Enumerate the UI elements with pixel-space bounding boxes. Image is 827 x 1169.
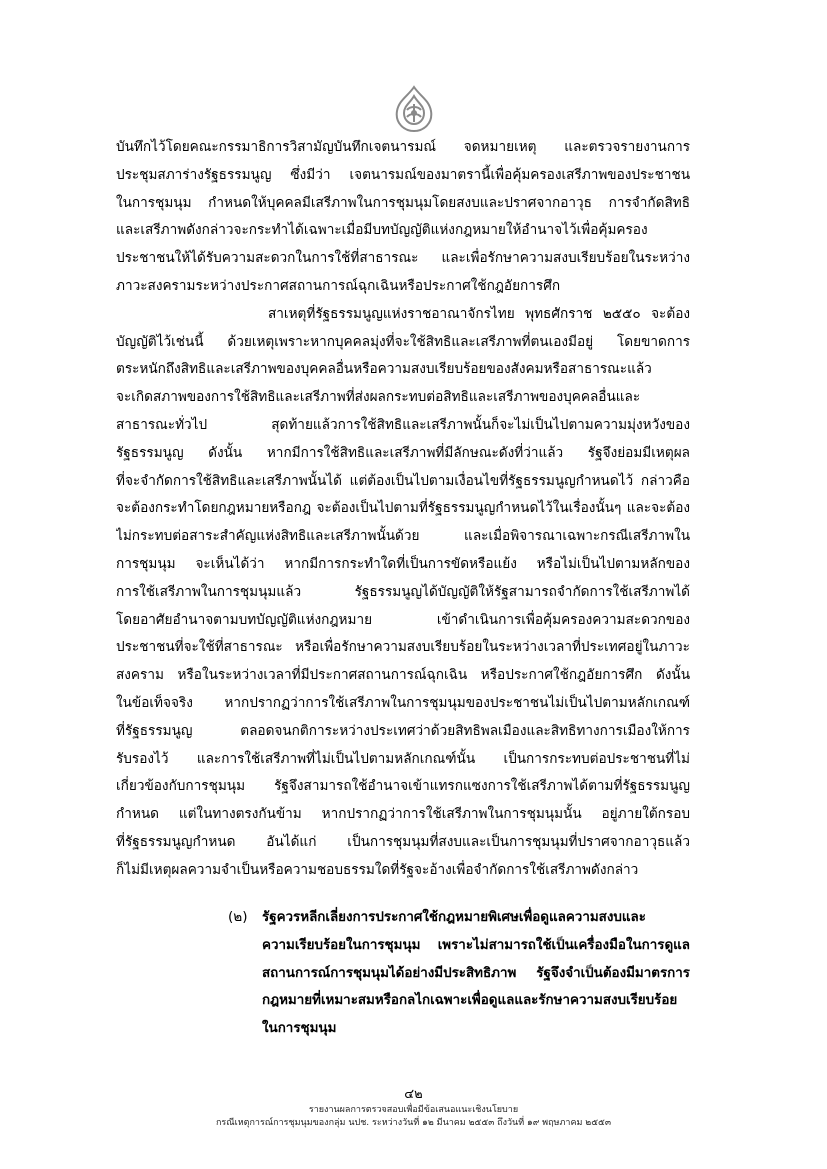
paragraph-1 bbox=[116, 134, 690, 301]
text-line: ตระหนักถึงสิทธิและเสรีภาพของบุคคลอื่นหรือความสงบเรียบร้อยของสังคมหรือสาธารณะแล้ว bbox=[116, 361, 652, 378]
paragraph-2 bbox=[116, 301, 690, 885]
text-line: รัฐธรรมนูญ ดังนั้น หากมีการใช้สิทธิและเสรีภาพที่มีลักษณะดังที่ว่าแล้ว รัฐจึงย่อมมีเหตุผล bbox=[116, 444, 690, 461]
text-line: จะต้องกระทำโดยกฎหมายหรือกฎ จะต้องเป็นไปตามที่รัฐธรรมนูญกำหนดไว้ในเรื่องนั้นๆ และจะต้อง bbox=[116, 500, 690, 517]
text-line: สาธารณะทั่วไป สุดท้ายแล้วการใช้สิทธิและเสรีภาพนั้นก็จะไม่เป็นไปตามความมุ่งหวังของ bbox=[116, 416, 690, 433]
text-line: ไม่กระทบต่อสาระสำคัญแห่งสิทธิและเสรีภาพนั้นด้วย และเมื่อพิจารณาเฉพาะกรณีเสรีภาพใน bbox=[116, 528, 690, 545]
text-line: ประชุมสภาร่างรัฐธรรมนูญ ซึ่งมีว่า เจตนารมณ์ของมาตรานี้เพื่อคุ้มครองเสรีภาพของประชาชน bbox=[116, 166, 690, 183]
text-line: เกี่ยวข้องกับการชุมนุม รัฐจึงสามารถใช้อำนาจเข้าแทรกแซงการใช้เสรีภาพได้ตามที่รัฐธรรมนูญ bbox=[116, 778, 690, 795]
text-line: ในการชุมนุม กำหนดให้บุคคลมีเสรีภาพในการชุมนุมโดยสงบและปราศจากอาวุธ การจำกัดสิทธิ bbox=[116, 194, 690, 211]
text-line: ในข้อเท็จจริง หากปรากฏว่าการใช้เสรีภาพในการชุมนุมของประชาชนไม่เป็นไปตามหลักเกณฑ์ bbox=[116, 694, 690, 711]
text-line: บัญญัติไว้เช่นนี้ ด้วยเหตุเพราะหากบุคคลมุ่งที่จะใช้สิทธิและเสรีภาพที่ตนเองมีอยู่ โดยขาดการ bbox=[116, 333, 690, 350]
text-line: สาเหตุที่รัฐธรรมนูญแห่งราชอาณาจักรไทย พุทธศักราช ๒๕๕๐ จะต้อง bbox=[268, 305, 690, 322]
text-line: ความเรียบร้อยในการชุมนุม เพราะไม่สามารถใช้เป็นเครื่องมือในการดูแล bbox=[262, 937, 690, 953]
text-line: ที่รัฐธรรมนูญ ตลอดจนกติการะหว่างประเทศว่าด้วยสิทธิพลเมืองและสิทธิทางการเมืองให้การ bbox=[116, 722, 690, 739]
report-subtitle: กรณีเหตุการณ์การชุมนุมของกลุ่ม นปช. ระหว่างวันที่ ๑๒ มีนาคม ๒๕๕๓ ถึงวันที่ ๑๙ พฤษภาคม ๒๕๕๓ bbox=[215, 1118, 611, 1128]
text-line: จะเกิดสภาพของการใช้สิทธิและเสรีภาพที่ส่งผลกระทบต่อสิทธิและเสรีภาพของบุคคลอื่นและ bbox=[116, 389, 641, 406]
page-footer bbox=[0, 1086, 827, 1130]
text-line: รับรองไว้ และการใช้เสรีภาพที่ไม่เป็นไปตามหลักเกณฑ์นั้น เป็นการกระทบต่อประชาชนที่ไม่ bbox=[116, 750, 690, 767]
ornamental-seal-icon bbox=[389, 84, 439, 134]
text-line: ในการชุมนุม bbox=[262, 1021, 337, 1037]
body-text bbox=[116, 134, 690, 885]
text-line: กฎหมายที่เหมาะสมหรือกลไกเฉพาะเพื่อดูแลและรักษาความสงบเรียบร้อย bbox=[262, 993, 678, 1009]
text-line: บันทึกไว้โดยคณะกรรมาธิการวิสามัญบันทึกเจตนารมณ์ จดหมายเหตุ และตรวจรายงานการ bbox=[116, 139, 690, 155]
text-line: ก็ไม่มีเหตุผลความจำเป็นหรือความชอบธรรมใดที่รัฐจะอ้างเพื่อจำกัดการใช้เสรีภาพดังกล่าว bbox=[116, 861, 639, 878]
text-line: ที่จะจำกัดการใช้สิทธิและเสรีภาพนั้นได้ แต่ต้องเป็นไปตามเงื่อนไขที่รัฐธรรมนูญกำหนดไว้ กล่าวคือ bbox=[116, 472, 690, 489]
text-line: ที่รัฐธรรมนูญกำหนด อันได้แก่ เป็นการชุมนุมที่สงบและเป็นการชุมนุมที่ปราศจากอาวุธแล้ว bbox=[116, 833, 690, 850]
report-title: รายงานผลการตรวจสอบเพื่อมีข้อเสนอแนะเชิงนโยบาย bbox=[308, 1105, 519, 1115]
text-line: การชุมนุม จะเห็นได้ว่า หากมีการกระทำใดที่เป็นการขัดหรือแย้ง หรือไม่เป็นไปตามหลักของ bbox=[116, 555, 690, 572]
item-body bbox=[262, 904, 690, 1043]
item-number: (๒) bbox=[228, 909, 248, 925]
text-line: ภาวะสงครามระหว่างประกาศสถานการณ์ฉุกเฉินหรือประกาศใช้กฎอัยการศึก bbox=[116, 277, 561, 294]
text-line: สงคราม หรือในระหว่างเวลาที่มีประกาศสถานการณ์ฉุกเฉิน หรือประกาศใช้กฎอัยการศึก ดังนั้น bbox=[116, 667, 690, 684]
text-line: และเสรีภาพดังกล่าวจะกระทำได้เฉพาะเมื่อมีบทบัญญัติแห่งกฎหมายให้อำนาจไว้เพื่อคุ้มครอง bbox=[116, 222, 648, 239]
text-line: สถานการณ์การชุมนุมได้อย่างมีประสิทธิภาพ รัฐจึงจำเป็นต้องมีมาตรการ bbox=[262, 965, 690, 981]
text-line: โดยอาศัยอำนาจตามบทบัญญัติแห่งกฎหมาย เข้าดำเนินการเพื่อคุ้มครองความสะดวกของ bbox=[116, 611, 690, 628]
text-line: ประชาชนให้ได้รับความสะดวกในการใช้ที่สาธารณะ และเพื่อรักษาความสงบเรียบร้อยในระหว่าง bbox=[116, 250, 690, 267]
text-line: การใช้เสรีภาพในการชุมนุมแล้ว รัฐธรรมนูญได้บัญญัติให้รัฐสามารถจำกัดการใช้เสรีภาพได้ bbox=[116, 583, 690, 600]
text-line: กำหนด แต่ในทางตรงกันข้าม หากปรากฏว่าการใช้เสรีภาพในการชุมนุมนั้น อยู่ภายใต้กรอบ bbox=[116, 806, 690, 823]
page-number: ๔๒ bbox=[404, 1087, 423, 1102]
text-line: ประชาชนที่จะใช้ที่สาธารณะ หรือเพื่อรักษาความสงบเรียบร้อยในระหว่างเวลาที่ประเทศอยู่ในภาวะ bbox=[116, 639, 690, 656]
text-line: รัฐควรหลีกเลี่ยงการประกาศใช้กฎหมายพิเศษเพื่อดูแลความสงบและ bbox=[262, 910, 646, 925]
